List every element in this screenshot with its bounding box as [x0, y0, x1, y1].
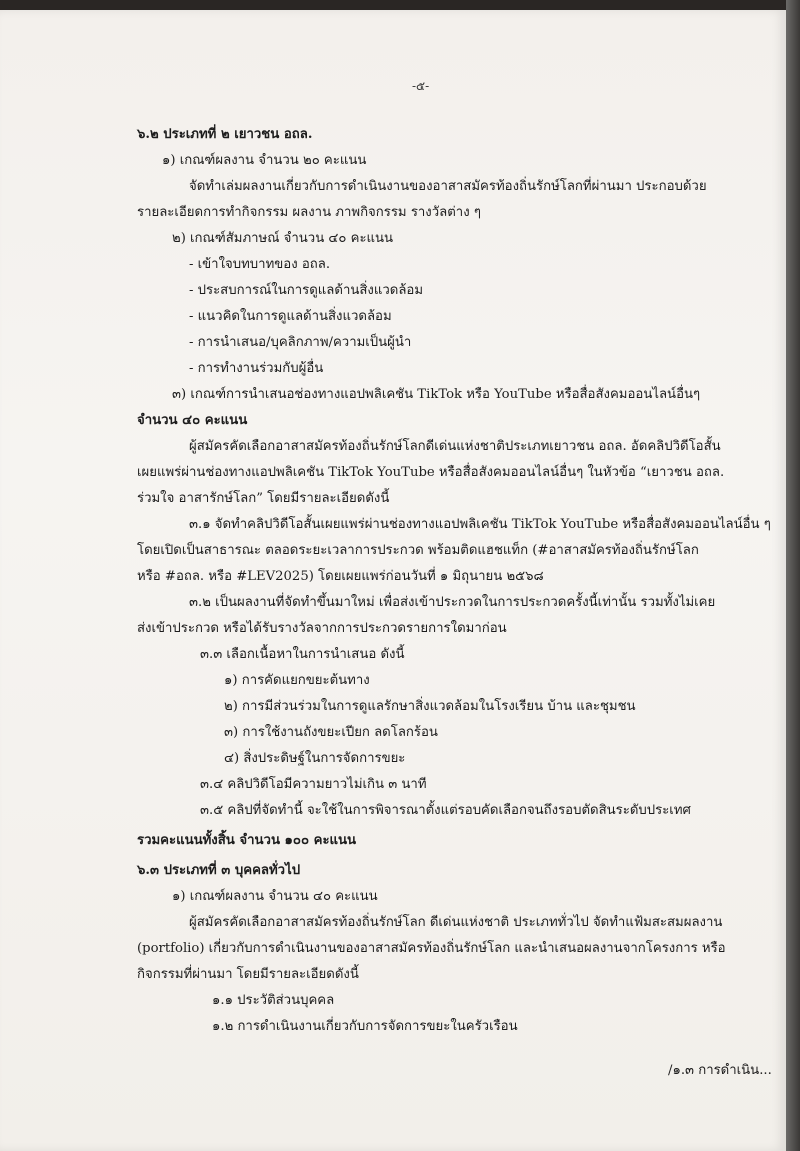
document-line: - ประสบการณ์ในการดูแลด้านสิ่งแวดล้อม [189, 283, 424, 298]
document-line: - แนวคิดในการดูแลด้านสิ่งแวดล้อม [189, 309, 392, 324]
document-line: ๔) สิ่งประดิษฐ์ในการจัดการขยะ [224, 751, 406, 766]
document-line: ๓) เกณฑ์การนำเสนอช่องทางแอปพลิเคชัน TikTok หรือ YouTube หรือสื่อสังคมออนไลน์อื่นๆ [172, 387, 701, 402]
page-number: -๕- [412, 79, 430, 93]
document-line: รวมคะแนนทั้งสิ้น จำนวน ๑๐๐ คะแนน [137, 833, 357, 848]
document-line: กิจกรรมที่ผ่านมา โดยมีรายละเอียดดังนี้ [137, 967, 359, 982]
document-line: ๓.๒ เป็นผลงานที่จัดทำขึ้นมาใหม่ เพื่อส่งเข้าประกวดในการประกวดครั้งนี้เท่านั้น รวมทั้งไม่เคย [189, 595, 716, 610]
document-line: - เข้าใจบทบาทของ อถล. [189, 257, 331, 272]
document-line: ร่วมใจ อาสารักษ์โลก” โดยมีรายละเอียดดังนี้ [137, 491, 390, 506]
document-line: ๓) การใช้งานถังขยะเปียก ลดโลกร้อน [224, 725, 438, 740]
document-line: เผยแพร่ผ่านช่องทางแอปพลิเคชัน TikTok YouTube หรือสื่อสังคมออนไลน์อื่นๆ ในหัวข้อ “เยาวชน อถล. [137, 465, 725, 480]
document-line: - การนำเสนอ/บุคลิกภาพ/ความเป็นผู้นำ [189, 335, 412, 350]
document-line: ๓.๑ จัดทำคลิปวิดีโอสั้นเผยแพร่ผ่านช่องทางแอปพลิเคชัน TikTok YouTube หรือสื่อสังคมออนไลน์อื่น ๆ [189, 517, 771, 532]
document-line: รายละเอียดการทำกิจกรรม ผลงาน ภาพกิจกรรม รางวัลต่าง ๆ [137, 205, 481, 220]
document-line: หรือ #อถล. หรือ #LEV2025) โดยเผยแพร่ก่อนวันที่ ๑ มิถุนายน ๒๕๖๘ [137, 569, 544, 584]
document-line: ๓.๓ เลือกเนื้อหาในการนำเสนอ ดังนี้ [200, 647, 405, 662]
document-line: จำนวน ๔๐ คะแนน [137, 413, 248, 428]
footer-continue: /๑.๓ การดำเนิน... [668, 1063, 772, 1078]
document-line: ส่งเข้าประกวด หรือได้รับรางวัลจากการประกวดรายการใดมาก่อน [137, 621, 507, 636]
document-line: ๒) การมีส่วนร่วมในการดูแลรักษาสิ่งแวดล้อมในโรงเรียน บ้าน และชุมชน [224, 699, 636, 714]
document-line: ๑.๑ ประวัติส่วนบุคคล [212, 993, 335, 1008]
document-line: ๑.๒ การดำเนินงานเกี่ยวกับการจัดการขยะในครัวเรือน [212, 1019, 518, 1034]
document-line: ๑) เกณฑ์ผลงาน จำนวน ๒๐ คะแนน [162, 153, 367, 168]
document-line: ๓.๔ คลิปวิดีโอมีความยาวไม่เกิน ๓ นาที [200, 777, 427, 792]
document-line: จัดทำเล่มผลงานเกี่ยวกับการดำเนินงานของอาสาสมัครท้องถิ่นรักษ์โลกที่ผ่านมา ประกอบด้วย [189, 179, 707, 194]
document-line: ๓.๕ คลิปที่จัดทำนี้ จะใช้ในการพิจารณาตั้งแต่รอบคัดเลือกจนถึงรอบตัดสินระดับประเทศ [200, 803, 691, 818]
document-line: ๖.๒ ประเภทที่ ๒ เยาวชน อถล. [137, 127, 313, 142]
document-line: ผู้สมัครคัดเลือกอาสาสมัครท้องถิ่นรักษ์โลกดีเด่นแห่งชาติประเภทเยาวชน อถล. อัดคลิปวิดีโอสั้น [189, 439, 721, 454]
document-line: ๑) เกณฑ์ผลงาน จำนวน ๔๐ คะแนน [172, 889, 378, 904]
document-line: ๖.๓ ประเภทที่ ๓ บุคคลทั่วไป [137, 863, 301, 878]
document-line: - การทำงานร่วมกับผู้อื่น [189, 361, 324, 376]
document-line: ผู้สมัครคัดเลือกอาสาสมัครท้องถิ่นรักษ์โลก ดีเด่นแห่งชาติ ประเภททั่วไป จัดทำแฟ้มสะสมผลงาน [189, 915, 723, 930]
document-line: ๒) เกณฑ์สัมภาษณ์ จำนวน ๔๐ คะแนน [172, 231, 394, 246]
document-line: (portfolio) เกี่ยวกับการดำเนินงานของอาสาสมัครท้องถิ่นรักษ์โลก และนำเสนอผลงานจากโครงการ หรือ [137, 941, 726, 956]
document-line: โดยเปิดเป็นสาธารณะ ตลอดระยะเวลาการประกวด พร้อมติดแฮชแท็ก (#อาสาสมัครท้องถิ่นรักษ์โลก [137, 543, 699, 558]
document-line: ๑) การคัดแยกขยะต้นทาง [224, 673, 370, 688]
page-edge-shadow [786, 0, 800, 1151]
